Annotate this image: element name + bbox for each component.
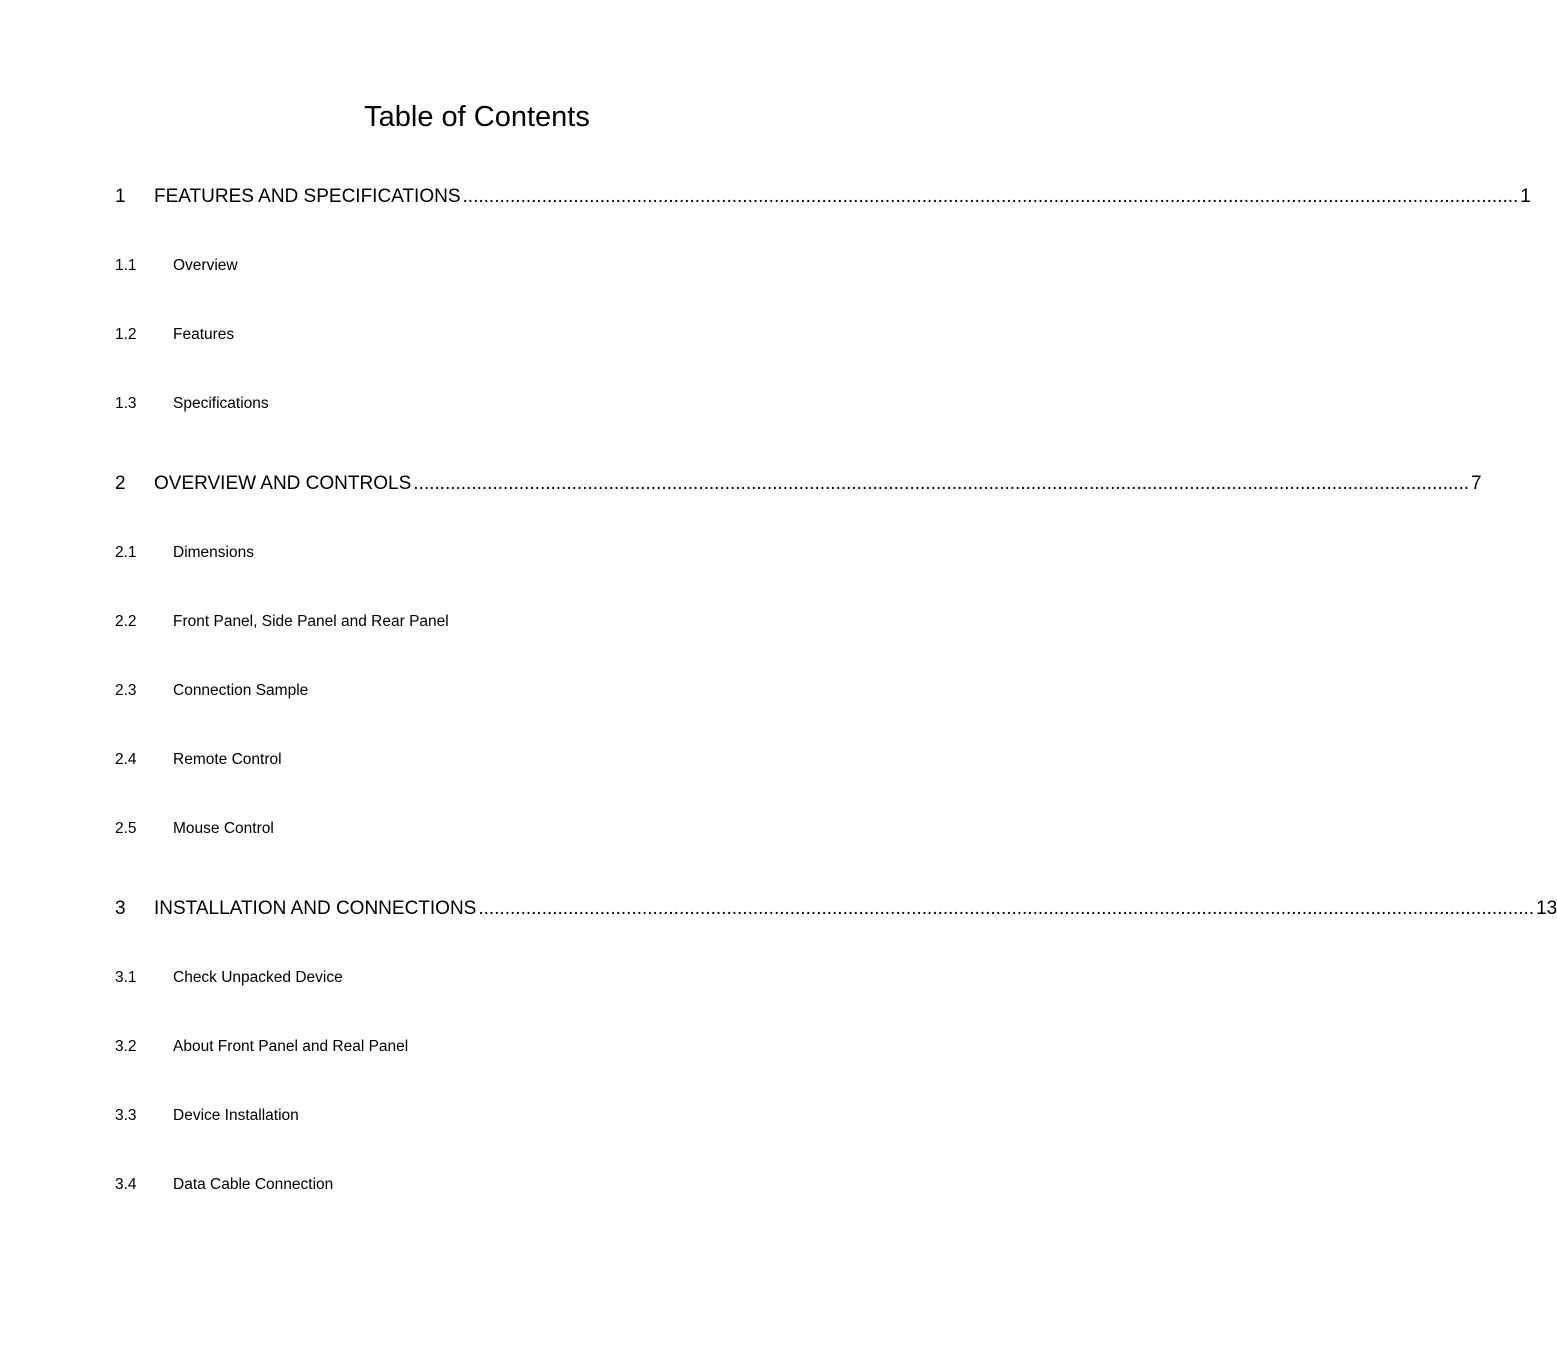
toc-section-number: 3 [115, 898, 126, 919]
toc-subsection-2-3[interactable] [115, 681, 308, 701]
toc-section-1[interactable] [115, 185, 1531, 209]
toc-subsection-label: About Front Panel and Real Panel [173, 1038, 409, 1055]
toc-subsection-label: Connection Sample [173, 682, 309, 699]
page-title: Table of Contents [364, 101, 590, 133]
toc-section-label: INSTALLATION AND CONNECTIONS [154, 898, 477, 919]
toc-section-number: 1 [115, 186, 126, 207]
toc-subsection-2-1[interactable] [115, 543, 254, 563]
toc-subsection-3-4[interactable] [115, 1175, 333, 1195]
toc-dot-leader: ........................................................................................................................................................................................................ [462, 186, 1519, 207]
toc-subsection-number: 3.2 [115, 1038, 137, 1055]
toc-subsection-number: 2.2 [115, 613, 137, 630]
toc-subsection-3-2[interactable] [115, 1037, 408, 1057]
toc-section-2[interactable] [115, 472, 1482, 496]
toc-subsection-2-5[interactable] [115, 819, 274, 839]
toc-page-number: 1 [1520, 186, 1531, 207]
toc-page-number: 13 [1536, 898, 1557, 919]
toc-subsection-number: 2.4 [115, 751, 137, 768]
toc-subsection-1-2[interactable] [115, 325, 234, 345]
toc-subsection-number: 2.1 [115, 544, 137, 561]
toc-subsection-label: Overview [173, 257, 238, 274]
toc-subsection-label: Front Panel, Side Panel and Rear Panel [173, 613, 449, 630]
toc-subsection-number: 3.1 [115, 969, 137, 986]
toc-subsection-number: 1.1 [115, 257, 137, 274]
toc-subsection-label: Device Installation [173, 1107, 299, 1124]
toc-subsection-3-1[interactable] [115, 968, 343, 988]
toc-section-number: 2 [115, 473, 126, 494]
toc-subsection-1-3[interactable] [115, 394, 269, 414]
toc-subsection-2-4[interactable] [115, 750, 282, 770]
toc-page-number: 7 [1471, 473, 1482, 494]
toc-subsection-label: Dimensions [173, 544, 254, 561]
toc-subsection-3-3[interactable] [115, 1106, 299, 1126]
toc-subsection-1-1[interactable] [115, 256, 238, 276]
toc-subsection-label: Specifications [173, 395, 269, 412]
toc-subsection-label: Features [173, 326, 235, 343]
toc-section-label: OVERVIEW AND CONTROLS [154, 473, 412, 494]
toc-subsection-label: Data Cable Connection [173, 1176, 334, 1193]
toc-subsection-number: 3.3 [115, 1107, 137, 1124]
toc-subsection-number: 2.3 [115, 682, 137, 699]
toc-subsection-number: 1.3 [115, 395, 137, 412]
toc-subsection-2-2[interactable] [115, 612, 449, 632]
toc-subsection-number: 3.4 [115, 1176, 137, 1193]
toc-section-label: FEATURES AND SPECIFICATIONS [154, 186, 461, 207]
toc-section-3[interactable] [115, 897, 1557, 921]
toc-subsection-label: Check Unpacked Device [173, 969, 343, 986]
toc-dot-leader: ........................................................................................................................................................................................................ [413, 473, 1470, 494]
toc-dot-leader: ........................................................................................................................................................................................................ [478, 898, 1535, 919]
toc-subsection-number: 1.2 [115, 326, 137, 343]
toc-subsection-label: Mouse Control [173, 820, 274, 837]
toc-subsection-number: 2.5 [115, 820, 137, 837]
toc-subsection-label: Remote Control [173, 751, 282, 768]
